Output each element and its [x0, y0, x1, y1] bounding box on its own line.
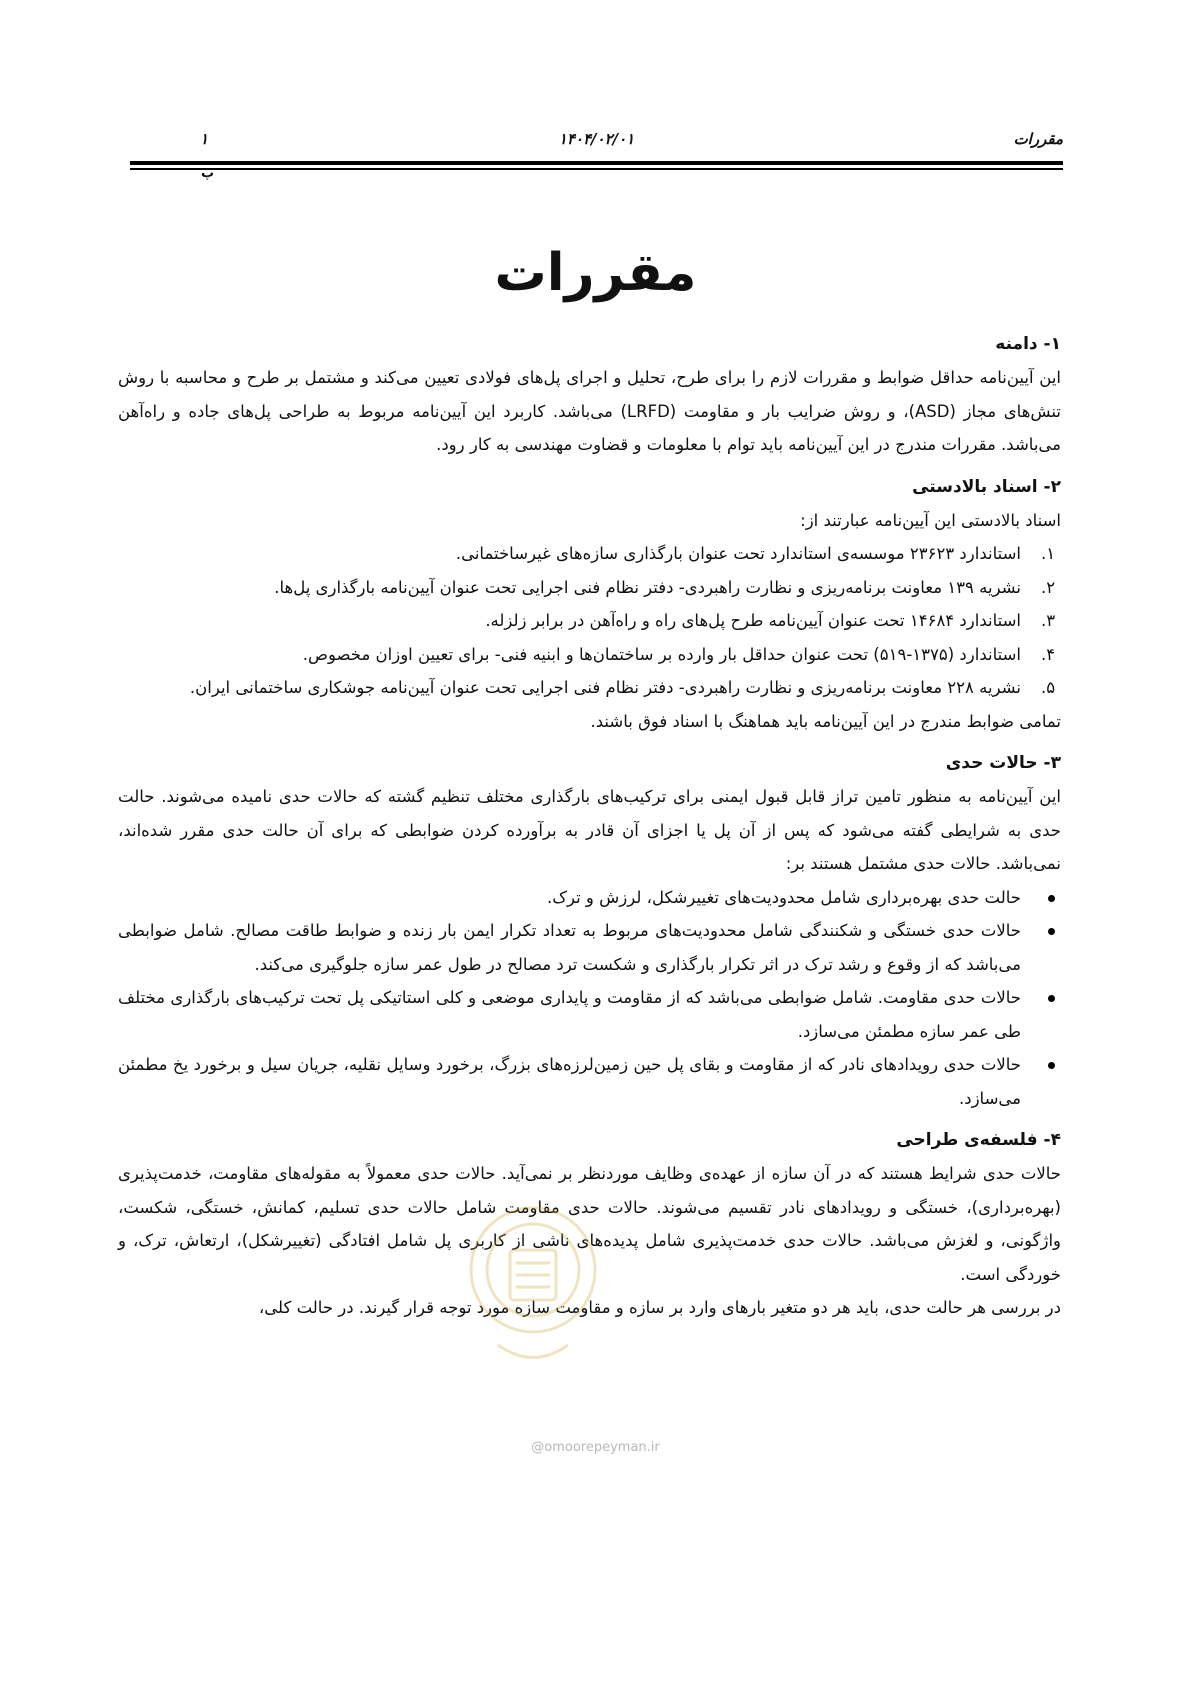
list-item — [118, 537, 1056, 571]
list-item — [118, 981, 1031, 1048]
section-intro: اسناد بالادستی این آیین‌نامه عبارتند از: — [800, 510, 1061, 530]
reference-list — [118, 537, 1061, 705]
section-design-philosophy — [118, 1124, 1061, 1325]
watermark-text: @omoorepeyman.ir — [531, 1440, 660, 1455]
section-outro: تمامی ضوابط مندرج در این آیین‌نامه باید هماهنگ با اسناد فوق باشند. — [590, 711, 1061, 731]
list-item — [118, 914, 1031, 981]
section-heading: ۲- اسناد بالادستی — [912, 476, 1061, 497]
list-item — [118, 671, 1056, 705]
list-item-number: ۲. — [1040, 577, 1056, 597]
header-rule-thick — [130, 161, 1063, 165]
limit-states-list — [118, 881, 1061, 1116]
list-item — [118, 1048, 1031, 1115]
section-paragraph: این آیین‌نامه به منظور تامین تراز قابل قبول ایمنی برای ترکیب‌های بارگذاری مختلف تنظیم گشته که حالات حدی نامیده می‌شوند. حالت حدی به شرایطی گفته می‌شود که پس از آن پل یا اجزای آن قادر به برآورده کردن ضوابطی که برای آن حالت حدی مقرر شده‌اند، نمی‌باشد. حالات حدی مشتمل هستند بر: — [118, 787, 1061, 873]
section-heading: ۴- فلسفه‌ی طراحی — [896, 1130, 1061, 1150]
list-item-text: استاندارد ۲۳۶۲۳ موسسه‌ی استاندارد تحت عنوان بارگذاری سازه‌های غیرساختمانی. — [455, 544, 1021, 563]
running-header-date: ۱۴۰۴/۰۲/۰۱ — [558, 130, 635, 148]
list-item — [118, 604, 1056, 638]
list-item-text: استاندارد (۱۳۷۵-۵۱۹) تحت عنوان حداقل بار وارده بر ساختمان‌ها و ابنیه فنی- برای تعیین اوزان مخصوص. — [302, 644, 1021, 664]
list-item-number: ۵. — [1040, 678, 1056, 697]
document-body — [118, 328, 1061, 1325]
list-item-text: حالت حدی بهره‌برداری شامل محدودیت‌های تغییرشکل، لرزش و ترک. — [546, 887, 1021, 907]
bullet-icon — [1048, 895, 1055, 902]
section-reference-documents — [118, 471, 1061, 739]
page-number: ۱ — [200, 130, 209, 148]
section-scope — [118, 328, 1061, 462]
list-item-text: حالات حدی مقاومت. شامل ضوابطی می‌باشد که از مقاومت و پایداری موضعی و کلی استاتیکی پل تحت ترکیب‌های بارگذاری مختلف طی عمر سازه مطمئن می‌سازد. — [118, 988, 1021, 1041]
list-item — [118, 638, 1056, 672]
section-heading: ۳- حالات حدی — [945, 753, 1061, 773]
list-item-text: استاندارد ۱۴۶۸۴ تحت عنوان آیین‌نامه طرح پل‌های راه و راه‌آهن در برابر زلزله. — [485, 611, 1021, 630]
section-limit-states — [118, 747, 1061, 1115]
header-rule-mark: پ — [201, 166, 215, 181]
section-paragraph: این آیین‌نامه حداقل ضوابط و مقررات لازم را برای طرح، تحلیل و اجرای پل‌های فولادی تعیین می‌کند و مشتمل بر طرح و محاسبه با روش تنش‌های مجاز (ASD)، و روش ضرایب بار و مقاومت (LRFD) می‌باشد. کاربرد این آیین‌نامه مربوط به طراحی پل‌های جاده و راه‌آهن می‌باشد. مقررات مندرج در این آیین‌نامه باید توام با معلومات و قضاوت مهندسی به کار رود. — [118, 368, 1062, 454]
list-item-number: ۱. — [1040, 544, 1056, 563]
bullet-icon — [1048, 995, 1055, 1002]
list-item — [118, 881, 1031, 915]
running-header-title: مقررات — [1013, 130, 1063, 148]
section-paragraph: حالات حدی شرایط هستند که در آن سازه از عهده‌ی وظایف موردنظر بر نمی‌آید. حالات حدی معمولاً به مقوله‌های مقاومت، خدمت‌پذیری (بهره‌برداری)، خستگی و رویدادهای نادر تقسیم می‌شوند. حالات حدی مقاومت شامل حالات حدی تسلیم، کمانش، خستگی، شکست، واژگونی، و لغزش می‌باشد. حالات حدی خدمت‌پذیری شامل پدیده‌های ناشی از کاربری پل شامل افتادگی (تغییرشکل)، ارتعاش، ترک، و خوردگی است. — [118, 1164, 1061, 1284]
bullet-icon — [1048, 928, 1055, 935]
header-rule-thin — [130, 168, 1063, 170]
list-item — [118, 571, 1056, 605]
list-item-number: ۴. — [1040, 644, 1056, 664]
list-item-text: حالات حدی رویدادهای نادر که از مقاومت و بقای پل حین زمین‌لرزه‌های بزرگ، برخورد وسایل نقلیه، جریان سیل و برخورد یخ مطمئن می‌سازد. — [118, 1055, 1021, 1108]
section-heading: ۱- دامنه — [995, 334, 1061, 354]
list-item-text: نشریه ۱۳۹ معاونت برنامه‌ریزی و نظارت راهبردی- دفتر نظام فنی اجرایی تحت عنوان آیین‌نامه بارگذاری پل‌ها. — [274, 577, 1021, 597]
section-paragraph-continued: در بررسی هر حالت حدی، باید هر دو متغیر بارهای وارد بر سازه و مقاومت سازه مورد توجه قرار گیرند. در حالت کلی، — [258, 1298, 1061, 1317]
list-item-text: نشریه ۲۲۸ معاونت برنامه‌ریزی و نظارت راهبردی- دفتر نظام فنی اجرایی تحت عنوان آیین‌نامه جوشکاری ساختمانی ایران. — [189, 678, 1021, 697]
bullet-icon — [1048, 1062, 1055, 1069]
list-item-text: حالات حدی خستگی و شکنندگی شامل محدودیت‌های مربوط به تعداد تکرار ایمن بار زنده و ضوابط طاقت مصالح. شامل ضوابطی می‌باشد که از وقوع و رشد ترک در اثر تکرار بارگذاری و شکست ترد مصالح در طول عمر سازه جلوگیری می‌کند. — [118, 921, 1021, 974]
list-item-number: ۳. — [1040, 611, 1056, 630]
running-header — [130, 130, 1063, 154]
document-title: مقررات — [494, 243, 697, 303]
